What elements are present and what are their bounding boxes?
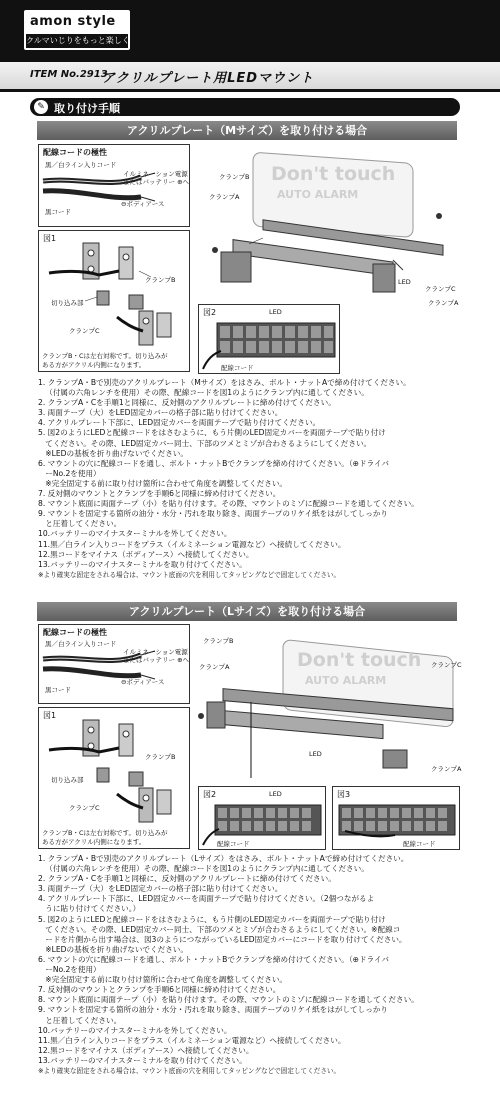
step-m-4: 4. アクリルプレート下部に、LED固定カバーを両面テープで貼り付けてください。: [38, 418, 321, 428]
fig3-cord-label: 配線コード: [403, 840, 436, 848]
cord-minus-label-l: ⊖ボディアース: [121, 678, 165, 686]
plate-text-1-l: Don't touch: [297, 649, 422, 671]
figure-2-label-l: 図2: [203, 790, 217, 799]
figure-1-drawing: [39, 231, 189, 351]
fig1-clamp-b-label: クランプB: [145, 276, 176, 284]
main-clamp-a2-label: クランプA: [428, 299, 459, 307]
fig1-clamp-c-label-l: クランプC: [69, 804, 100, 812]
step-l-10: 10.バッテリーのマイナスターミナルを外してください。: [38, 1025, 232, 1035]
cord-minus-label: ⊖ボディアース: [121, 200, 165, 208]
main-clamp-b-label: クランプB: [219, 173, 250, 181]
figure-2-box-m: [198, 304, 340, 374]
step-l-6b: ーNo.2を使用）: [38, 965, 101, 975]
main-illustration-l: [193, 622, 473, 782]
step-m-10: 10.バッテリーのマイナスターミナルを外してください。: [38, 529, 232, 539]
plate-assembly-drawing: [193, 142, 463, 302]
step-m-5b: てください。その際、LED固定カバー同士、下部のツメとミゾが合わさるようにしてください。: [38, 438, 372, 448]
step-m-5c: ※LEDの基板を折り曲げないでください。: [38, 448, 188, 458]
logo-tagline: クルマいじりをもっと楽しく: [26, 34, 128, 48]
step-m-6b: ーNo.2を使用）: [38, 468, 101, 478]
plate-assembly-drawing-l: [193, 622, 473, 782]
main-clamp-c-label-l: クランプC: [431, 661, 462, 669]
fig2-cord-label: 配線コード: [221, 364, 254, 372]
plate-text-1: Don't touch: [271, 163, 396, 185]
section-title-m: アクリルプレート（Mサイズ）を取り付ける場合: [37, 121, 457, 140]
step-m-3: 3. 両面テープ（大）をLED固定カバーの格子部に貼り付けてください。: [38, 408, 283, 418]
brand-logo: [24, 10, 130, 50]
figure-1-box: [38, 230, 190, 372]
main-clamp-c-label: クランプC: [425, 285, 456, 293]
fig1-clamp-c-label: クランプC: [69, 327, 100, 335]
fig2-led-label: LED: [269, 308, 282, 316]
figure-3-label: 図3: [337, 790, 351, 799]
step-l-1: 1. クランプA・Bで別売のアクリルプレート（Lサイズ）をはさみ、ボルト・ナットAで締め付けてください。: [38, 854, 409, 863]
steps-list-l: [38, 854, 468, 1076]
wrench-icon: ✎: [34, 100, 48, 114]
step-l-7: 7. 反対側のマウントとクランプを手順6と同様に締め付けてください。: [38, 985, 281, 995]
item-number: ITEM No.2913: [30, 69, 108, 80]
fig1-note-1-l: クランプB・Cは左右対称です。切り込みが: [42, 829, 168, 837]
figure-1-label-l: 図1: [43, 711, 57, 720]
led-grid-drawing-fig3: [335, 801, 459, 849]
step-m-11: 11.黒／白ライン入りコードをプラス（イルミネーション電源など）へ接続してください。: [38, 539, 346, 549]
item-name: アクリルプレート用LEDマウント: [102, 71, 315, 86]
step-l-12: 12.黒コードをマイナス（ボディアース）へ接続してください。: [38, 1045, 254, 1055]
section-title-l: アクリルプレート（Lサイズ）を取り付ける場合: [37, 602, 457, 621]
step-m-note: ※より確実な固定をされる場合は、マウント底面の穴を利用してタッピングなどで固定してください。: [38, 570, 341, 579]
step-l-4: 4. アクリルプレート下部に、LED固定カバーを両面テープで貼り付けてください。（2個つながるよ: [38, 894, 375, 904]
cord-plus-label-l: イルミネーション電源: [123, 648, 188, 656]
cord-polarity-box-l: [38, 624, 190, 704]
main-clamp-b-label-l: クランプB: [203, 637, 234, 645]
step-m-13: 13.バッテリーのマイナスターミナルを取り付けてください。: [38, 559, 247, 569]
step-l-9: 9. マウントを固定する箇所の油分・水分・汚れを取り除き、両面テープのリケイ紙をはがしてしっかり: [38, 1005, 389, 1015]
step-l-13: 13.バッテリーのマイナスターミナルを取り付けてください。: [38, 1055, 247, 1065]
figure-2-label: 図2: [203, 308, 217, 317]
main-clamp-a2-label-l: クランプA: [431, 765, 462, 773]
plate-text-2: AUTO ALARM: [277, 188, 359, 201]
step-l-6: 6. マウントの穴に配線コードを通し、ボルト・ナットBでクランプを締め付けてください。（⊕ドライバ: [38, 954, 390, 964]
cord-polarity-title: 配線コードの極性: [43, 148, 107, 157]
figure-3-box: [332, 786, 460, 850]
steps-list-m: [38, 378, 468, 580]
fig1-cut-label-l: 切り込み部: [51, 776, 84, 784]
step-l-4b: うに貼り付けてください。）: [38, 904, 141, 914]
fig1-cut-label: 切り込み部: [51, 299, 84, 307]
installation-heading: ✎ 取り付け手順: [30, 98, 460, 116]
step-m-6c: ※完全固定する前に取り付け箇所に合わせて角度を調整してください。: [38, 478, 288, 488]
step-m-8: 8. マウント底面に両面テープ（小）を貼り付けます。その際、マウントのミゾに配線コードを通してください。: [38, 499, 419, 509]
step-l-5d: ※LEDの基板を折り曲げないでください。: [38, 944, 188, 954]
main-clamp-a-label-l: クランプA: [199, 663, 230, 671]
step-m-7: 7. 反対側のマウントとクランプを手順6と同様に締め付けてください。: [38, 489, 281, 499]
cord-plus-label: イルミネーション電源: [123, 170, 188, 178]
cord-polarity-title-l: 配線コードの極性: [43, 628, 107, 637]
cord-black-label: 黒コード: [45, 208, 71, 216]
step-l-3: 3. 両面テープ（大）をLED固定カバーの格子部に貼り付けてください。: [38, 884, 283, 894]
step-m-2: 2. クランプA・Cを手順1と同様に、反対側のアクリルプレートに締め付けてください。: [38, 398, 336, 408]
step-l-note: ※より確実な固定をされる場合は、マウント底面の穴を利用してタッピングなどで固定してください。: [38, 1066, 341, 1075]
step-m-1b: （付属の六角レンチを使用）その際、配線コードを図1のようにクランプ内に通してください。: [38, 388, 369, 398]
logo-text: amon style: [30, 14, 116, 29]
main-illustration-m: [193, 142, 463, 302]
step-l-5c: ードを片側から出す場合は、図3のようにつながっているLED固定カバーにコードを取り付けてください。: [38, 934, 407, 944]
fig1-clamp-b-label-l: クランプB: [145, 753, 176, 761]
plate-text-2-l: AUTO ALARM: [305, 674, 387, 687]
step-l-5: 5. 図2のようにLEDと配線コードをはさむように、もう片側のLED固定カバーを両面テープで貼り付け: [38, 914, 386, 924]
step-m-6: 6. マウントの穴に配線コードを通し、ボルト・ナットBでクランプを締め付けてください。（⊕ドライバ: [38, 458, 390, 468]
figure-1-label: 図1: [43, 234, 57, 243]
main-clamp-a-label: クランプA: [209, 193, 240, 201]
fig2-led-label-l: LED: [269, 790, 282, 798]
item-title-bar: [0, 62, 500, 92]
step-m-9b: と圧着してください。: [38, 519, 122, 529]
fig1-note-2: ある方がアクリル内側になります。: [42, 361, 146, 369]
main-led-label: LED: [398, 278, 411, 286]
figure-1-drawing-l: [39, 708, 189, 828]
step-l-2: 2. クランプA・Cを手順1と同様に、反対側のアクリルプレートに締め付けてください。: [38, 874, 336, 884]
step-l-9b: と圧着してください。: [38, 1015, 122, 1025]
step-m-12: 12.黒コードをマイナス（ボディアース）へ接続してください。: [38, 549, 254, 559]
main-led-label-l: LED: [309, 750, 322, 758]
fig1-note-2-l: ある方がアクリル内側になります。: [42, 838, 146, 846]
step-l-6c: ※完全固定する前に取り付け箇所に合わせて角度を調整してください。: [38, 975, 288, 985]
fig2-cord-label-l: 配線コード: [217, 840, 250, 848]
cord-white-label: 黒／白ライン入りコード: [45, 161, 117, 169]
figure-2-box-l: [198, 786, 326, 850]
step-m-5: 5. 図2のようにLEDと配線コードをはさむように、もう片側のLED固定カバーを両面テープで貼り付け: [38, 428, 386, 438]
top-banner: [0, 0, 500, 62]
step-l-5b: てください。その際、LED固定カバー同士、下部のツメとミゾが合わさるようにしてください。※配線コ: [38, 924, 401, 934]
step-l-8: 8. マウント底面に両面テープ（小）を貼り付けます。その際、マウントのミゾに配線コードを通してください。: [38, 995, 419, 1005]
step-l-11: 11.黒／白ライン入りコードをプラス（イルミネーション電源など）へ接続してください。: [38, 1035, 346, 1045]
step-m-1: 1. クランプA・Bで別売のアクリルプレート（Mサイズ）をはさみ、ボルト・ナットAで締め付けてください。: [38, 378, 411, 387]
step-m-9: 9. マウントを固定する箇所の油分・水分・汚れを取り除き、両面テープのリケイ紙をはがしてしっかり: [38, 509, 389, 519]
step-l-1b: （付属の六角レンチを使用）その際、配線コードを図1のようにクランプ内に通してください。: [38, 864, 369, 874]
fig1-note-1: クランプB・Cは左右対称です。切り込みが: [42, 352, 168, 360]
cord-white-label-l: 黒／白ライン入りコード: [45, 640, 117, 648]
cord-plus-label-2-l: またはバッテリー ⊕へ: [123, 656, 190, 664]
figure-1-box-l: [38, 707, 190, 849]
cord-black-label-l: 黒コード: [45, 686, 71, 694]
cord-plus-label-2: またはバッテリー ⊕へ: [123, 178, 190, 186]
cord-polarity-box: [38, 144, 190, 227]
